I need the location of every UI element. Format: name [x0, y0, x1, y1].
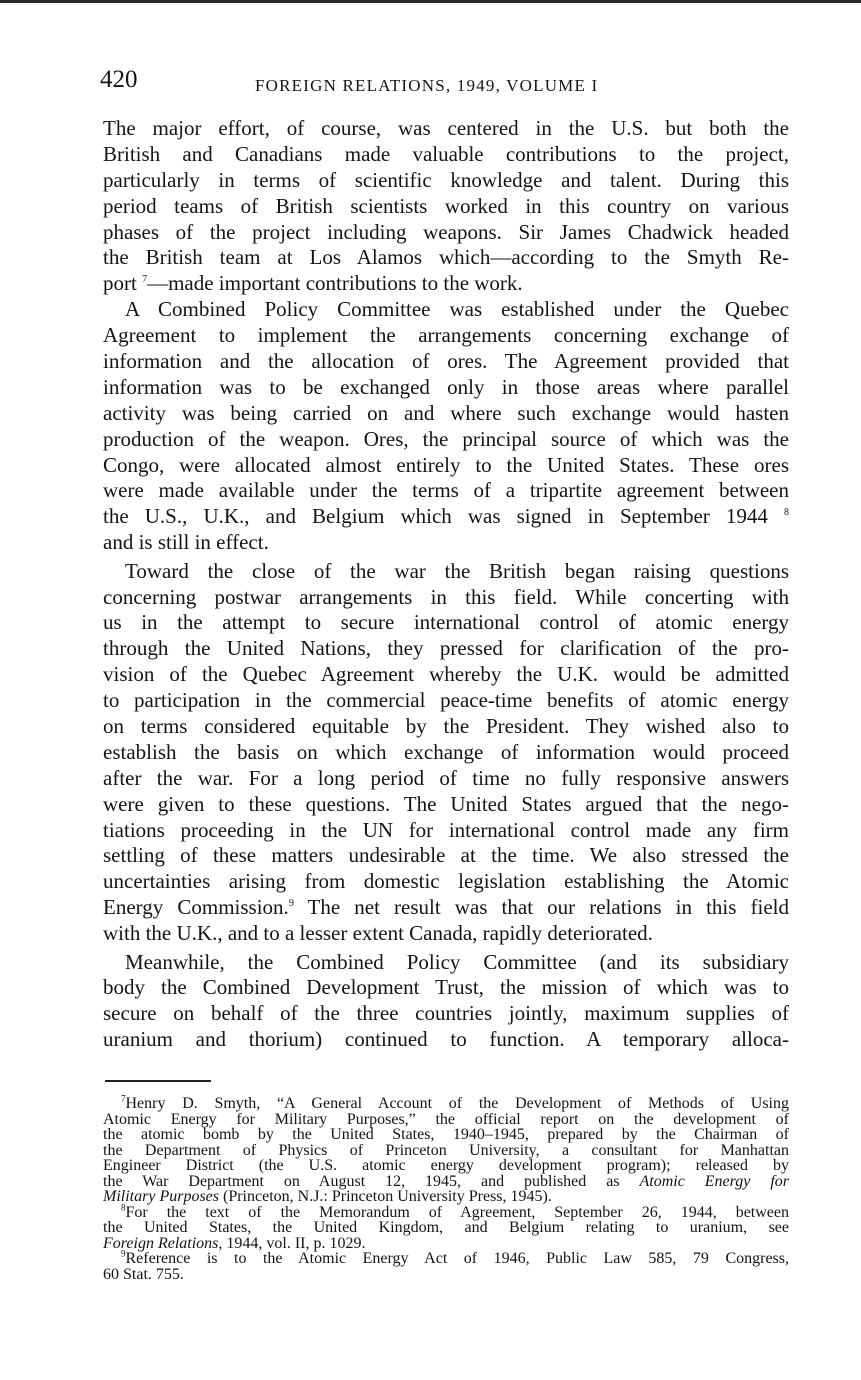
text-line: period teams of British scientists worked in this country on various [103, 193, 789, 218]
text-line: were given to these questions. The United States argued that the nego- [103, 791, 789, 816]
text-line: to participation in the commercial peace-time benefits of atomic energy [103, 688, 789, 713]
text-fragment: Reference is to the Atomic Energy Act of 1946, Public Law 585, 79 Congress, [125, 1250, 789, 1268]
text-line: activity was being carried on and where such exchange would hasten [103, 400, 789, 425]
text-line: were made available under the terms of a tripartite agreement between [103, 478, 789, 503]
footnote-marker: 8 [121, 1202, 126, 1213]
publication-title: Atomic Energy for [639, 1172, 789, 1190]
text-line [103, 271, 789, 297]
text-line: uncertainties arising from domestic legislation establishing the Atomic [103, 869, 789, 894]
text-line [103, 895, 789, 921]
text-line: tiations proceeding in the UN for international control made any firm [103, 817, 789, 842]
text-fragment: The net result was that our relations in this field [293, 895, 789, 920]
top-edge-rule [0, 0, 861, 3]
footnote-line [103, 1202, 789, 1221]
text-line: uranium and thorium) continued to function. A temporary alloca- [103, 1027, 789, 1052]
footnote-line: the Department of Physics of Princeton University, a consultant for Manhattan [103, 1141, 789, 1159]
footnote-7 [103, 1093, 789, 1206]
text-fragment: the War Department on August 12, 1945, and published as [103, 1172, 640, 1190]
text-line: concerning postwar arrangements in this field. While concerting with [103, 584, 789, 609]
footnotes [103, 1093, 789, 1284]
paragraph-1 [103, 116, 789, 297]
text-line: on terms considered equitable by the President. They wished also to [103, 713, 789, 738]
text-line: Meanwhile, the Combined Policy Committee (and its subsidiary [125, 949, 789, 974]
body-text [103, 116, 789, 1053]
footnote-line: the atomic bomb by the United States, 1940–1945, prepared by the Chairman of [103, 1126, 789, 1144]
footnote-line: Atomic Energy for Military Purposes,” the official report on the development of [103, 1110, 789, 1128]
text-line: production of the weapon. Ores, the principal source of which was the [103, 426, 789, 451]
text-fragment: For the text of the Memorandum of Agreement, September 26, 1944, between [125, 1203, 789, 1221]
text-line: after the war. For a long period of time no fully responsive answers [103, 765, 789, 790]
footnote-line: Engineer District (the U.S. atomic energy development program); released by [103, 1157, 789, 1175]
text-fragment: —made important contributions to the work. [147, 271, 523, 296]
text-line: with the U.K., and to a lesser extent Canada, rapidly deteriorated. [103, 921, 653, 946]
paragraph-3 [103, 559, 789, 947]
text-line [103, 504, 789, 530]
footnote-line [103, 1251, 789, 1267]
text-line: information was to be exchanged only in those areas where parallel [103, 374, 789, 399]
footnote-marker: 7 [121, 1093, 126, 1104]
footnote-divider [105, 1080, 211, 1082]
text-line: Congo, were allocated almost entirely to the United States. These ores [103, 452, 789, 477]
text-fragment: (Princeton, N.J.: Princeton University Press, 1945). [219, 1188, 552, 1206]
publication-title: Military Purposes [103, 1188, 219, 1206]
text-line: body the Combined Development Trust, the mission of which was to [103, 975, 789, 1000]
text-fragment: Energy Commission. [103, 895, 289, 920]
text-line: the British team at Los Alamos which—according to the Smyth Re- [103, 245, 789, 270]
text-line: vision of the Quebec Agreement whereby the U.K. would be admitted [103, 662, 789, 687]
text-line: and is still in effect. [103, 530, 269, 555]
text-fragment: port [103, 271, 143, 296]
text-line: particularly in terms of scientific knowledge and talent. During this [103, 167, 789, 192]
footnote-ref-7: 7 [142, 274, 148, 286]
text-fragment: Henry D. Smyth, “A General Account of the Development of Methods of Using [125, 1095, 789, 1112]
publication-title: Foreign Relations [103, 1234, 219, 1252]
footnote-line [103, 1093, 789, 1112]
text-fragment: , 1944, vol. II, p. 1029. [218, 1234, 366, 1252]
text-line: secure on behalf of the three countries jointly, maximum supplies of [103, 1001, 789, 1026]
text-line: information and the allocation of ores. The Agreement provided that [103, 349, 789, 374]
running-head: FOREIGN RELATIONS, 1949, VOLUME I [255, 76, 599, 95]
text-line: A Combined Policy Committee was established under the Quebec [125, 297, 789, 322]
footnote-line: the United States, the United Kingdom, and Belgium relating to uranium, see [103, 1219, 789, 1237]
text-line: British and Canadians made valuable contributions to the project, [103, 141, 789, 166]
footnote-marker: 9 [121, 1249, 126, 1260]
text-line: us in the attempt to secure international control of atomic energy [103, 610, 789, 635]
footnote-ref-9: 9 [288, 898, 294, 910]
footnote-ref-8: 8 [784, 507, 790, 519]
footnote-9 [103, 1251, 789, 1282]
paragraph-2 [103, 297, 789, 556]
text-line: establish the basis on which exchange of information would proceed [103, 739, 789, 764]
text-line: The major effort, of course, was centered in the U.S. but both the [103, 116, 789, 140]
footnote-line: 60 Stat. 755. [103, 1266, 184, 1284]
text-line: Toward the close of the war the British began raising questions [125, 558, 789, 583]
footnote-8 [103, 1202, 789, 1252]
text-line: through the United Nations, they pressed for clarification of the pro- [103, 636, 789, 661]
paragraph-4 [103, 950, 789, 1054]
text-fragment: the U.S., U.K., and Belgium which was signed in September 1944 [103, 504, 768, 529]
text-line: Agreement to implement the arrangements concerning exchange of [103, 323, 789, 348]
footnote-line [103, 1174, 789, 1190]
page-header [100, 66, 790, 106]
page-number: 420 [100, 66, 138, 93]
text-line: settling of these matters undesirable at the time. We also stressed the [103, 843, 789, 868]
text-line: phases of the project including weapons. Sir James Chadwick headed [103, 219, 789, 244]
footnote-line [103, 1189, 789, 1205]
